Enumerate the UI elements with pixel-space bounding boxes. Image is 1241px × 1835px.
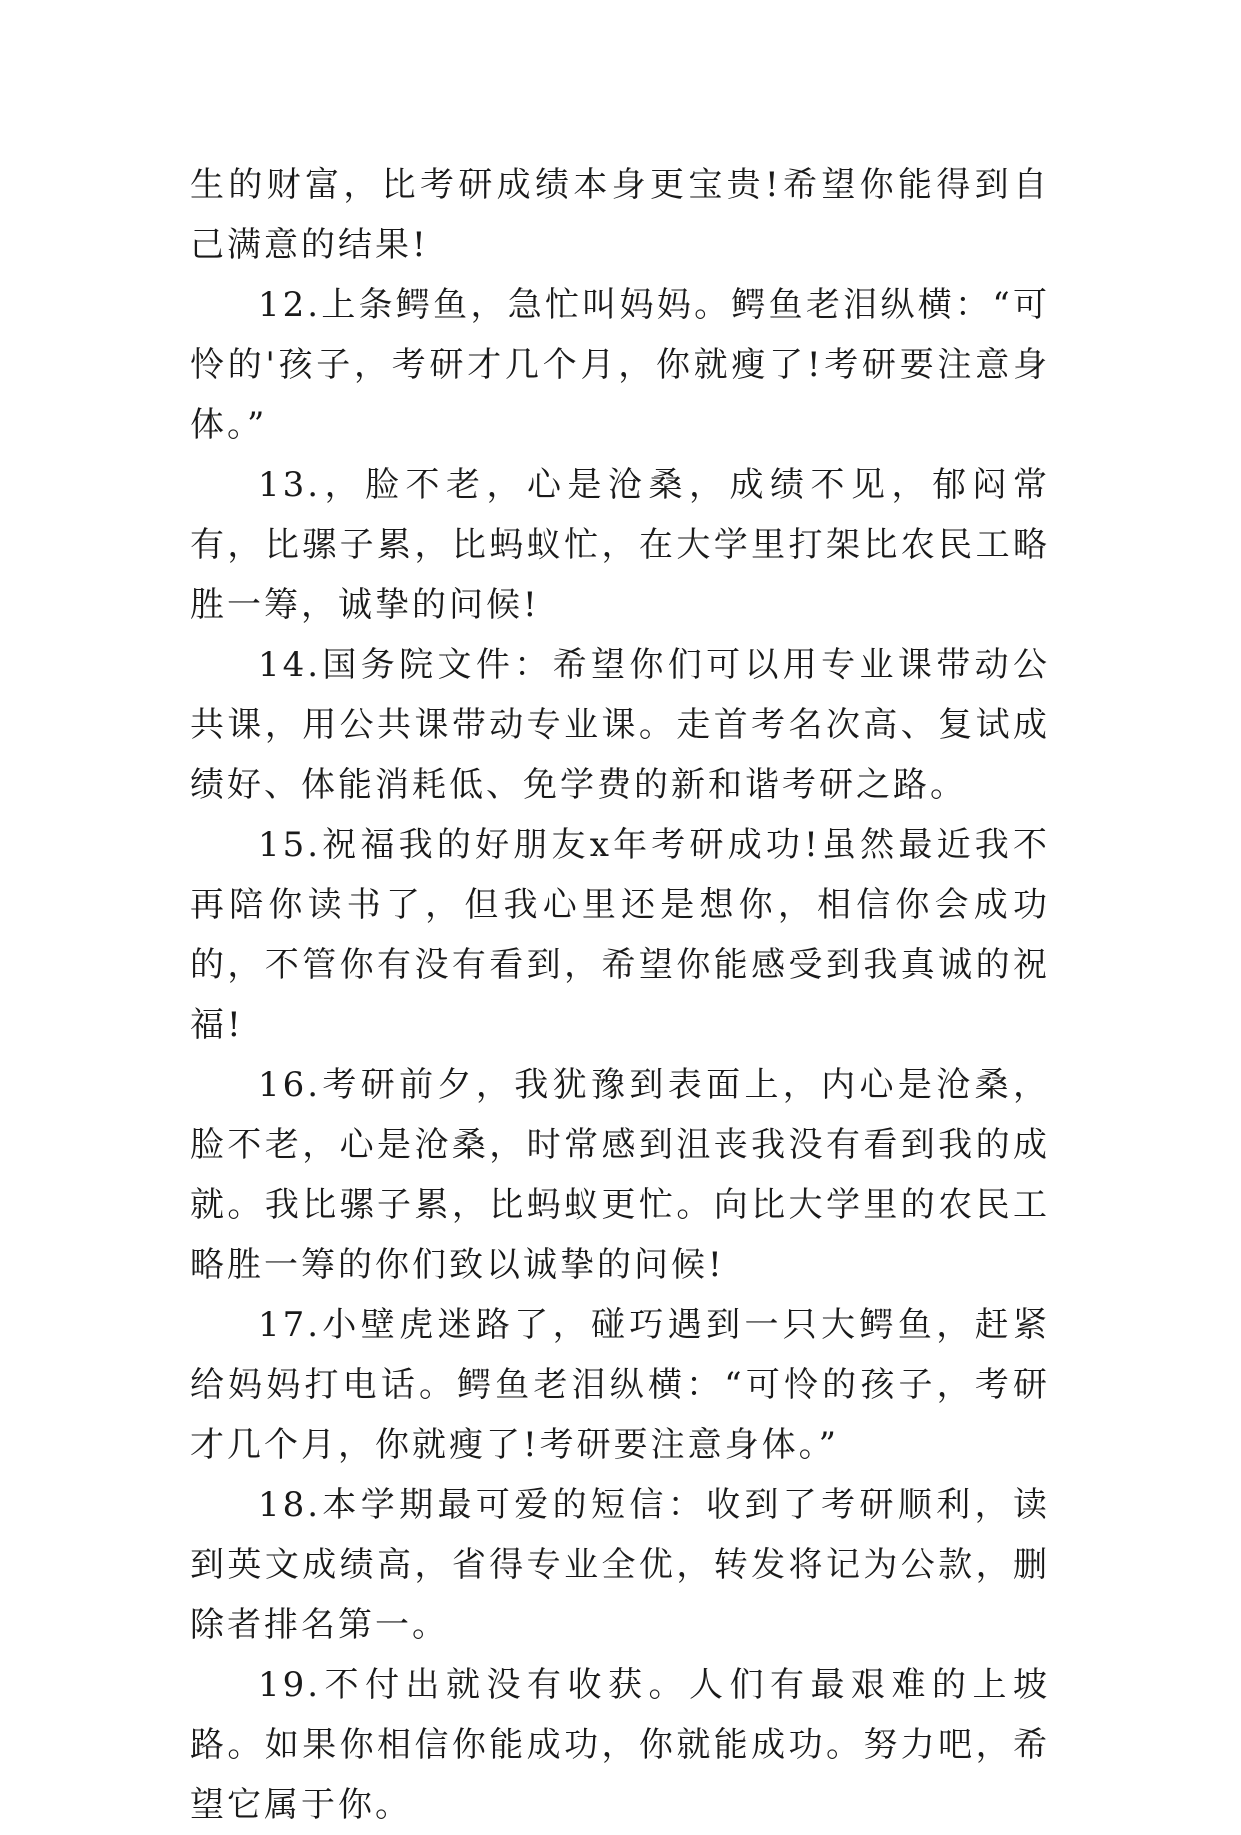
paragraph-continuation: 生的财富，比考研成绩本身更宝贵!希望你能得到自己满意的结果! <box>190 165 1050 265</box>
paragraph-12: 12.上条鳄鱼，急忙叫妈妈。鳄鱼老泪纵横：“可怜的'孩子，考研才几个月，你就瘦了!考研要注意身体。” <box>190 285 1050 445</box>
paragraph-16: 16.考研前夕，我犹豫到表面上，内心是沧桑，脸不老，心是沧桑，时常感到沮丧我没有看到我的成就。我比骡子累，比蚂蚁更忙。向比大学里的农民工略胜一筹的你们致以诚挚的问候! <box>190 1065 1050 1285</box>
paragraph-13: 13.，脸不老，心是沧桑，成绩不见，郁闷常有，比骡子累，比蚂蚁忙，在大学里打架比农民工略胜一筹，诚挚的问候! <box>190 465 1050 625</box>
paragraph-18: 18.本学期最可爱的短信：收到了考研顺利，读到英文成绩高，省得专业全优，转发将记为公款，删除者排名第一。 <box>190 1485 1050 1645</box>
document-body <box>190 155 1050 1835</box>
paragraph-17: 17.小壁虎迷路了，碰巧遇到一只大鳄鱼，赶紧给妈妈打电话。鳄鱼老泪纵横：“可怜的孩子，考研才几个月，你就瘦了!考研要注意身体。” <box>190 1305 1050 1465</box>
paragraph-19: 19.不付出就没有收获。人们有最艰难的上坡路。如果你相信你能成功，你就能成功。努力吧，希望它属于你。 <box>190 1665 1050 1825</box>
paragraph-15: 15.祝福我的好朋友x年考研成功!虽然最近我不再陪你读书了，但我心里还是想你，相信你会成功的，不管你有没有看到，希望你能感受到我真诚的祝福! <box>190 825 1050 1045</box>
paragraph-14: 14.国务院文件：希望你们可以用专业课带动公共课，用公共课带动专业课。走首考名次高、复试成绩好、体能消耗低、免学费的新和谐考研之路。 <box>190 645 1050 805</box>
